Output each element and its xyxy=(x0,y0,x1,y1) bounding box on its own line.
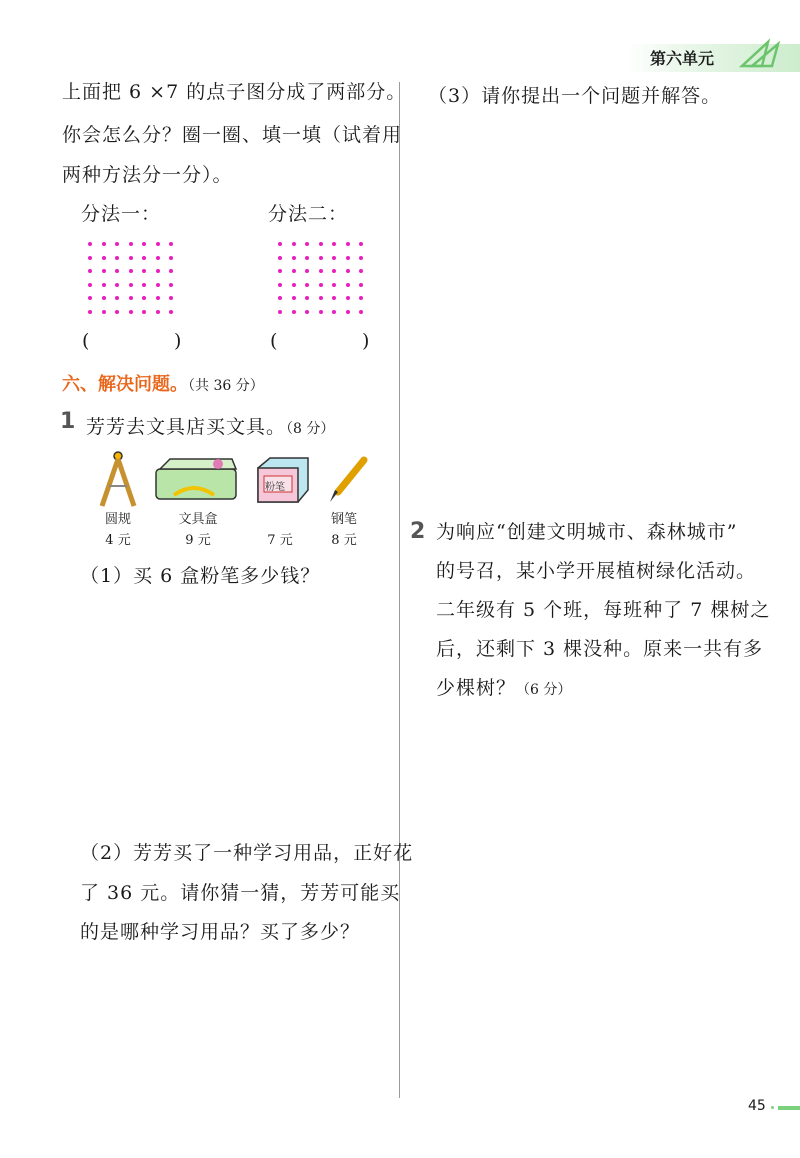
grid-dot xyxy=(292,256,296,260)
grid-dot xyxy=(359,242,363,246)
grid-dot xyxy=(115,296,119,300)
dot-grid-method-one[interactable] xyxy=(88,242,183,323)
grid-dot xyxy=(169,310,173,314)
grid-dot xyxy=(169,296,173,300)
grid-dot xyxy=(129,296,133,300)
grid-dot xyxy=(305,296,309,300)
section-heading xyxy=(62,370,264,396)
dot-grid-method-two[interactable] xyxy=(278,242,373,323)
answer-area-1-2[interactable] xyxy=(80,955,380,1085)
item-price-chalk: 7 元 xyxy=(267,533,293,548)
compass-icon xyxy=(96,450,140,510)
question-2-line-3: 二年级有 5 个班，每班种了 7 棵树之 xyxy=(436,599,771,621)
grid-dot xyxy=(332,283,336,287)
grid-dot xyxy=(278,242,282,246)
grid-dot xyxy=(332,269,336,273)
pencil-case-icon xyxy=(154,455,238,503)
question-1-number: 1 xyxy=(60,409,76,434)
grid-dot xyxy=(169,269,173,273)
grid-dot xyxy=(88,242,92,246)
answer-blank-1[interactable] xyxy=(96,330,172,356)
grid-dot xyxy=(346,296,350,300)
grid-dot xyxy=(88,310,92,314)
page-number: 45 xyxy=(748,1098,766,1114)
item-name-pen: 钢笔 xyxy=(330,512,357,527)
grid-dot xyxy=(278,269,282,273)
chalk-box-label: 粉笔 xyxy=(265,482,285,493)
grid-dot xyxy=(292,296,296,300)
grid-dot xyxy=(142,310,146,314)
grid-dot xyxy=(142,296,146,300)
grid-dot xyxy=(346,269,350,273)
grid-dot xyxy=(88,269,92,273)
grid-dot xyxy=(359,283,363,287)
method-one-label: 分法一： xyxy=(81,203,162,225)
grid-dot xyxy=(156,269,160,273)
grid-dot xyxy=(278,283,282,287)
grid-dot xyxy=(102,283,106,287)
question-1-stem xyxy=(86,408,334,446)
grid-dot xyxy=(156,256,160,260)
grid-dot xyxy=(305,269,309,273)
grid-dot xyxy=(292,242,296,246)
grid-dot xyxy=(115,269,119,273)
grid-dot xyxy=(88,296,92,300)
grid-dot xyxy=(129,242,133,246)
question-2-line-4: 后，还剩下 3 棵没种。原来一共有多 xyxy=(436,638,764,660)
section-score: （共 36 分） xyxy=(188,378,264,394)
item-price-pen: 8 元 xyxy=(331,533,357,548)
grid-dot xyxy=(319,269,323,273)
question-1-sub-1: （1）买 6 盒粉笔多少钱？ xyxy=(80,565,321,587)
question-2-number: 2 xyxy=(410,519,426,544)
grid-dot xyxy=(156,296,160,300)
grid-dot xyxy=(129,269,133,273)
question-2-line-5 xyxy=(436,669,571,707)
answer-paren-close-2: ) xyxy=(362,330,370,352)
item-price-pencil-case: 9 元 xyxy=(185,533,211,548)
answer-paren-open-1: ( xyxy=(82,330,90,352)
grid-dot xyxy=(292,310,296,314)
grid-dot xyxy=(142,283,146,287)
grid-dot xyxy=(156,310,160,314)
grid-dot xyxy=(332,296,336,300)
grid-dot xyxy=(332,256,336,260)
grid-dot xyxy=(359,310,363,314)
grid-dot xyxy=(319,256,323,260)
grid-dot xyxy=(169,256,173,260)
question-1-sub-2-line-1: （2）芳芳买了一种学习用品，正好花 xyxy=(80,842,414,864)
answer-area-1-1[interactable] xyxy=(80,596,380,826)
answer-paren-open-2: ( xyxy=(270,330,278,352)
method-two-label: 分法二： xyxy=(268,203,349,225)
grid-dot xyxy=(115,283,119,287)
question-1-sub-2-line-3: 的是哪种学习用品？买了多少？ xyxy=(80,921,361,943)
unit-label: 第六单元 xyxy=(650,49,715,68)
grid-dot xyxy=(305,310,309,314)
grid-dot xyxy=(359,256,363,260)
grid-dot xyxy=(305,242,309,246)
column-divider xyxy=(399,82,400,1098)
grid-dot xyxy=(115,310,119,314)
grid-dot xyxy=(332,310,336,314)
grid-dot xyxy=(142,269,146,273)
grid-dot xyxy=(332,242,336,246)
grid-dot xyxy=(88,283,92,287)
grid-dot xyxy=(346,242,350,246)
question-2-last-line: 少棵树？ xyxy=(436,677,517,699)
intro-line-1: 上面把 6 ×7 的点子图分成了两部分。 xyxy=(62,81,407,103)
question-2-line-1: 为响应“创建文明城市、森林城市” xyxy=(436,521,738,543)
page-number-bar xyxy=(778,1106,800,1110)
grid-dot xyxy=(102,242,106,246)
item-name-compass: 圆规 xyxy=(104,512,131,527)
grid-dot xyxy=(88,256,92,260)
grid-dot xyxy=(129,283,133,287)
grid-dot xyxy=(169,283,173,287)
question-1-sub-3: （3）请你提出一个问题并解答。 xyxy=(428,85,722,107)
item-price-compass: 4 元 xyxy=(105,533,131,548)
grid-dot xyxy=(102,296,106,300)
grid-dot xyxy=(142,256,146,260)
grid-dot xyxy=(102,310,106,314)
grid-dot xyxy=(292,283,296,287)
grid-dot xyxy=(142,242,146,246)
grid-dot xyxy=(129,310,133,314)
question-1-score: （8 分） xyxy=(286,421,335,437)
grid-dot xyxy=(115,256,119,260)
answer-paren-close-1: ) xyxy=(174,330,182,352)
grid-dot xyxy=(305,283,309,287)
grid-dot xyxy=(319,242,323,246)
section-title: 六、解决问题。 xyxy=(62,374,188,395)
grid-dot xyxy=(319,296,323,300)
answer-area-2[interactable] xyxy=(428,712,768,1082)
grid-dot xyxy=(156,242,160,246)
unit-logo-icon xyxy=(738,38,784,70)
grid-dot xyxy=(346,256,350,260)
grid-dot xyxy=(278,296,282,300)
answer-area-1-3[interactable] xyxy=(428,120,768,500)
grid-dot xyxy=(169,242,173,246)
grid-dot xyxy=(319,283,323,287)
grid-dot xyxy=(278,256,282,260)
question-2-score: （6 分） xyxy=(516,682,572,698)
question-1-sub-2-line-2: 了 36 元。请你猜一猜，芳芳可能买 xyxy=(80,882,401,904)
grid-dot xyxy=(346,283,350,287)
page-number-dot xyxy=(771,1106,774,1109)
grid-dot xyxy=(156,283,160,287)
grid-dot xyxy=(359,269,363,273)
grid-dot xyxy=(102,256,106,260)
fountain-pen-icon xyxy=(326,454,370,504)
question-2-line-2: 的号召，某小学开展植树绿化活动。 xyxy=(436,560,757,582)
grid-dot xyxy=(305,256,309,260)
grid-dot xyxy=(292,269,296,273)
item-name-pencil-case: 文具盒 xyxy=(178,512,218,527)
grid-dot xyxy=(359,296,363,300)
intro-line-2: 你会怎么分？圈一圈、填一填（试着用 xyxy=(62,124,403,146)
grid-dot xyxy=(278,310,282,314)
grid-dot xyxy=(102,269,106,273)
answer-blank-2[interactable] xyxy=(284,330,360,356)
grid-dot xyxy=(346,310,350,314)
question-1-text: 芳芳去文具店买文具。 xyxy=(86,416,287,438)
grid-dot xyxy=(115,242,119,246)
grid-dot xyxy=(319,310,323,314)
intro-line-3: 两种方法分一分）。 xyxy=(62,164,233,186)
grid-dot xyxy=(129,256,133,260)
